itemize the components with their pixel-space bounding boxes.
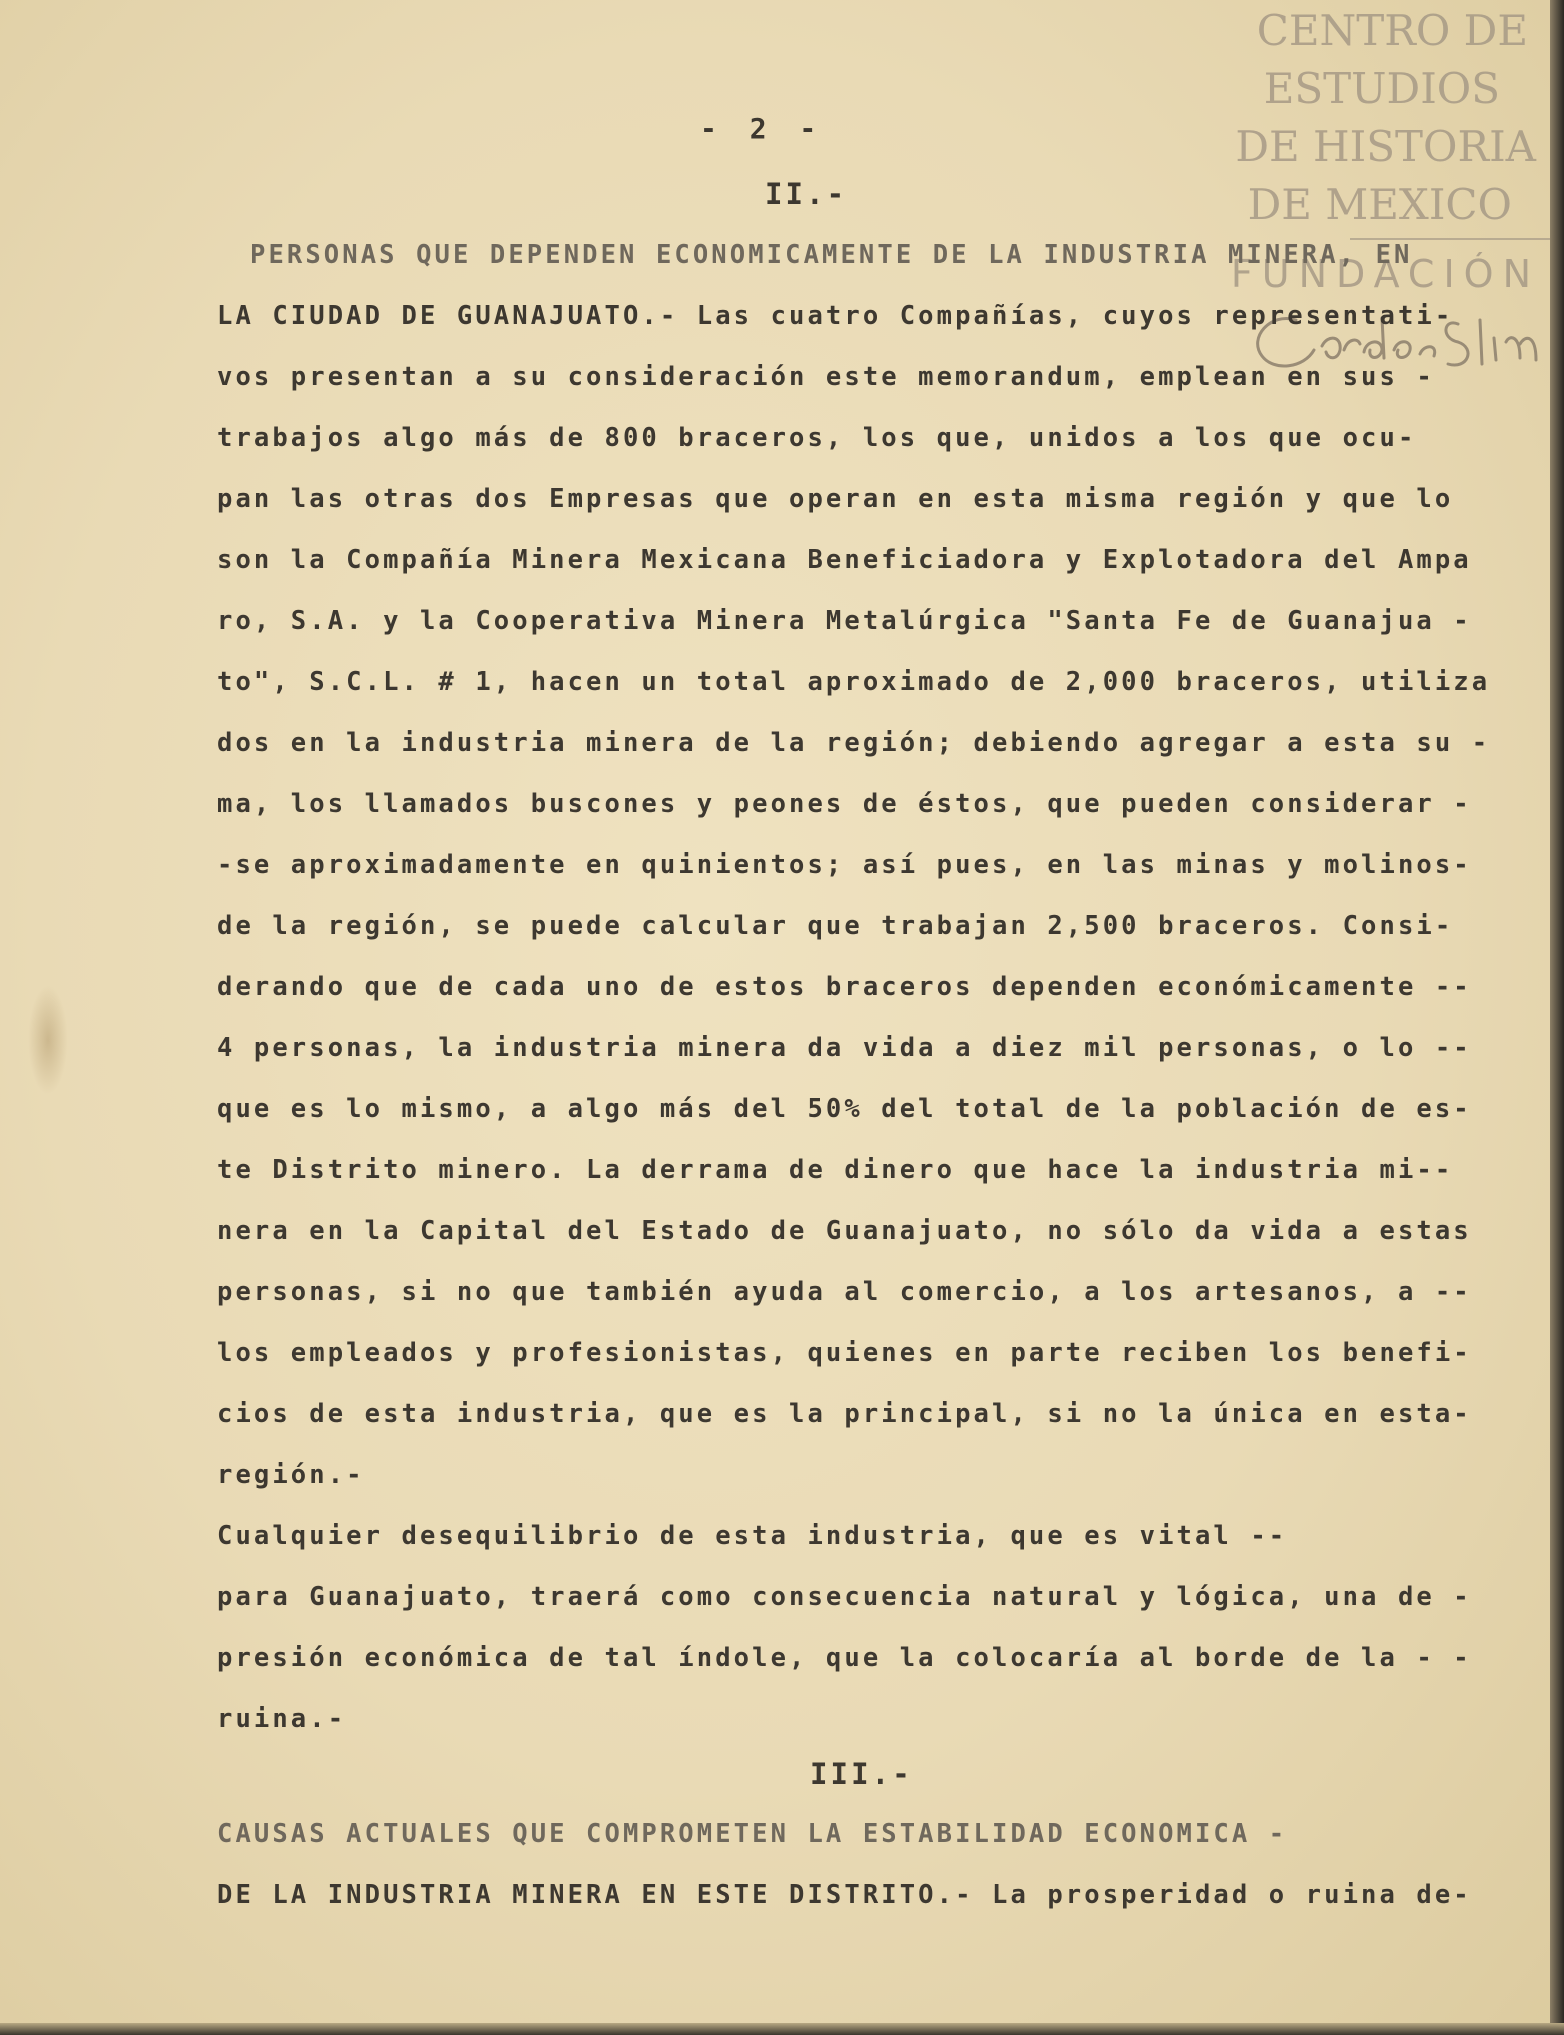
text-line: que es lo mismo, a algo más del 50% del total de la población de es-: [217, 1094, 1472, 1124]
text-line: -se aproximadamente en quinientos; así pues, en las minas y molinos-: [217, 850, 1472, 880]
text-line: to", S.C.L. # 1, hacen un total aproximado de 2,000 braceros, utiliza: [217, 667, 1491, 697]
text-line: DE LA INDUSTRIA MINERA EN ESTE DISTRITO.- La prosperidad o ruina de-: [217, 1880, 1472, 1910]
text-line: ro, S.A. y la Cooperativa Minera Metalúrgica "Santa Fe de Guanajua -: [217, 606, 1472, 636]
text-line: PERSONAS QUE DEPENDEN ECONOMICAMENTE DE LA INDUSTRIA MINERA, EN: [250, 240, 1413, 270]
paper-stain: [28, 985, 68, 1095]
text-line: Cualquier desequilibrio de esta industria, que es vital --: [217, 1521, 1288, 1551]
page-edge: [1550, 0, 1564, 2035]
watermark-line: CENTRO DE: [1256, 6, 1528, 55]
watermark-line: FUNDACIÓN: [1230, 252, 1540, 296]
text-line: nera en la Capital del Estado de Guanajuato, no sólo da vida a estas: [217, 1216, 1472, 1246]
watermark-line: DE HISTORIA: [1235, 122, 1536, 171]
text-line: personas, si no que también ayuda al comercio, a los artesanos, a --: [217, 1277, 1472, 1307]
text-line: los empleados y profesionistas, quienes en parte reciben los benefi-: [217, 1338, 1472, 1368]
section-heading: III.-: [810, 1757, 913, 1791]
watermark-line: DE MEXICO: [1247, 180, 1512, 229]
text-line: de la región, se puede calcular que trabajan 2,500 braceros. Consi-: [217, 911, 1454, 941]
text-line: derando que de cada uno de estos braceros dependen económicamente --: [217, 972, 1472, 1002]
section-heading: II.-: [765, 177, 848, 211]
text-line: te Distrito minero. La derrama de dinero que hace la industria mi--: [217, 1155, 1454, 1185]
text-line: 4 personas, la industria minera da vida a diez mil personas, o lo --: [217, 1033, 1472, 1063]
text-line: región.-: [217, 1460, 365, 1490]
text-line: para Guanajuato, traerá como consecuencia natural y lógica, una de -: [217, 1582, 1472, 1612]
watermark-line: ESTUDIOS: [1263, 64, 1500, 113]
text-line: cios de esta industria, que es la principal, si no la única en esta-: [217, 1399, 1472, 1429]
text-line: ruina.-: [217, 1704, 347, 1734]
watermark: [1230, 0, 1550, 390]
text-line: dos en la industria minera de la región; debiendo agregar a esta su -: [217, 728, 1491, 758]
text-line: presión económica de tal índole, que la colocaría al borde de la - -: [217, 1643, 1472, 1673]
page-edge: [0, 2023, 1564, 2035]
text-line: son la Compañía Minera Mexicana Beneficiadora y Explotadora del Ampa: [217, 545, 1472, 575]
text-line: ma, los llamados buscones y peones de éstos, que pueden considerar -: [217, 789, 1472, 819]
page-number: - 2 -: [700, 112, 825, 145]
text-line: trabajos algo más de 800 braceros, los que, unidos a los que ocu-: [217, 423, 1417, 453]
text-line: CAUSAS ACTUALES QUE COMPROMETEN LA ESTABILIDAD ECONOMICA -: [217, 1819, 1288, 1849]
text-line: vos presentan a su consideración este memorandum, emplean en sus -: [217, 362, 1435, 392]
text-line: LA CIUDAD DE GUANAJUATO.- Las cuatro Compañías, cuyos representati-: [217, 301, 1454, 331]
text-line: pan las otras dos Empresas que operan en esta misma región y que lo: [217, 484, 1454, 514]
